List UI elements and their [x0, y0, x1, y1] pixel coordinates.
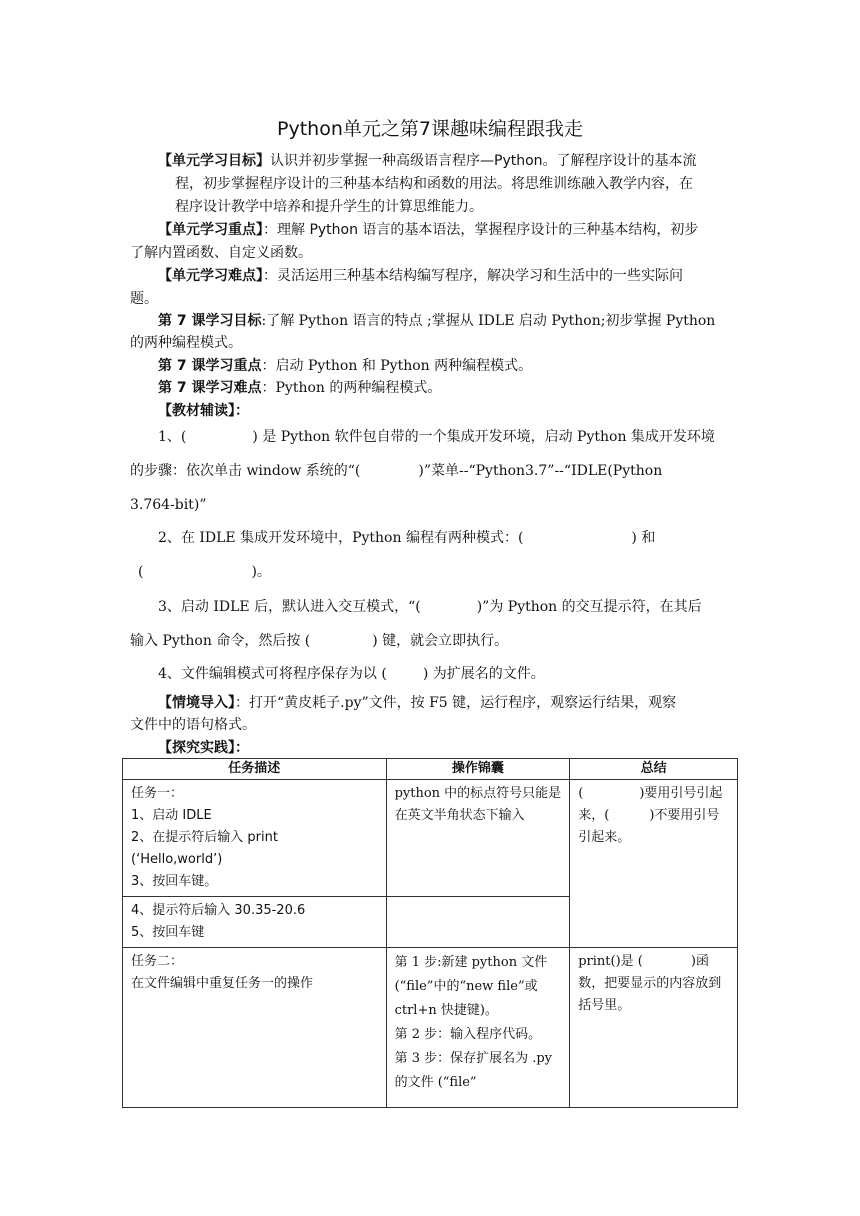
- unit-key-line2: 了解内置函数、自定义函数。: [130, 245, 312, 261]
- table-header-row: [123, 759, 738, 780]
- q3-line1: 3、启动 IDLE 后，默认进入交互模式，“( )”为 Python 的交互提示符，在其后: [158, 599, 702, 615]
- unit-key-line1: 【单元学习重点】：理解 Python 语言的基本语法，掌握程序设计的三种基本结构，初步: [158, 222, 699, 238]
- q2-line2: ( )。: [138, 564, 271, 580]
- task1b-tip-cell: [386, 897, 570, 948]
- lesson-key: 第 7 课学习重点：启动 Python 和 Python 两种编程模式。: [158, 358, 533, 374]
- situation-label: 【情境导入】: [158, 695, 235, 711]
- unit-goal-label: 【单元学习目标】: [158, 153, 270, 169]
- unit-difficulty-line2: 题。: [130, 291, 158, 307]
- header-task: 任务描述: [123, 759, 387, 780]
- task2-tip-cell: 第 1 步:新建 python 文件(“file”中的“new file”或 ctrl+n 快捷键)。 第 2 步：输入程序代码。 第 3 步：保存扩展名为 .py 的文件 (“file”: [386, 948, 570, 1108]
- header-summary: 总结: [570, 759, 738, 780]
- unit-goal-line1: 【单元学习目标】认识并初步掌握一种高级语言程序—Python。了解程序设计的基本流: [158, 153, 697, 169]
- page-title: Python单元之第7课趣味编程跟我走: [277, 118, 583, 140]
- material-heading: 【教材辅读】：: [158, 403, 249, 419]
- q1-line2: 的步骤：依次单击 window 系统的“( )”菜单--“Python3.7”--“IDLE(Python: [130, 463, 663, 479]
- task1-summary-cell: ( )要用引号引起来，( )不要用引号引起来。: [570, 780, 738, 948]
- lesson-difficulty-label: 第 7 课学习难点: [158, 380, 262, 396]
- unit-goal-line2: 程，初步掌握程序设计的三种基本结构和函数的用法。将思维训练融入教学内容，在: [175, 176, 693, 192]
- q4-line: 4、文件编辑模式可将程序保存为以 ( ) 为扩展名的文件。: [158, 666, 545, 682]
- practice-heading: 【探究实践】：: [158, 740, 249, 756]
- header-tips: 操作锦囊: [386, 759, 570, 780]
- q3-line2: 输入 Python 命令，然后按 ( ) 键，就会立即执行。: [130, 633, 509, 649]
- task2-cell: 任务二： 在文件编辑中重复任务一的操作: [123, 948, 387, 1108]
- task1-cell: 任务一： 1、启动 IDLE 2、在提示符后输入 print (‘Hello,world’) 3、按回车键。: [123, 780, 387, 897]
- table-row: [123, 948, 738, 1108]
- lesson-goal-line2: 的两种编程模式。: [130, 335, 242, 351]
- q1-line3: 3.764-bit)”: [130, 497, 207, 513]
- unit-goal-line3: 程序设计教学中培养和提升学生的计算思维能力。: [175, 199, 483, 215]
- unit-difficulty-line1: 【单元学习难点】：灵活运用三种基本结构编写程序，解决学习和生活中的一些实际问: [158, 268, 683, 284]
- lesson-goal-line1: 第 7 课学习目标:了解 Python 语言的特点 ;掌握从 IDLE 启动 Python;初步掌握 Python: [158, 313, 716, 329]
- situation-line1: 【情境导入】：打开“黄皮耗子.py”文件，按 F5 键，运行程序，观察运行结果，观察: [158, 695, 677, 711]
- table-row: [123, 780, 738, 897]
- task1b-cell: 4、提示符后输入 30.35-20.6 5、按回车键: [123, 897, 387, 948]
- lesson-difficulty: 第 7 课学习难点：Python 的两种编程模式。: [158, 380, 442, 396]
- task2-summary-cell: print()是 ( )函数，把要显示的内容放到括号里。: [570, 948, 738, 1108]
- lesson-key-label: 第 7 课学习重点: [158, 358, 262, 374]
- q1-line1: 1、( ) 是 Python 软件包自带的一个集成开发环境，启动 Python 集成开发环境: [158, 429, 715, 445]
- unit-difficulty-label: 【单元学习难点】: [158, 268, 263, 284]
- lesson-goal-label: 第 7 课学习目标: [158, 313, 262, 329]
- practice-table: [122, 758, 738, 1108]
- task1-tip-cell: python 中的标点符号只能是在英文半角状态下输入: [386, 780, 570, 897]
- q2-line1: 2、在 IDLE 集成开发环境中，Python 编程有两种模式：( ) 和: [158, 530, 656, 546]
- unit-key-label: 【单元学习重点】: [158, 222, 263, 238]
- situation-line2: 文件中的语句格式。: [130, 717, 256, 733]
